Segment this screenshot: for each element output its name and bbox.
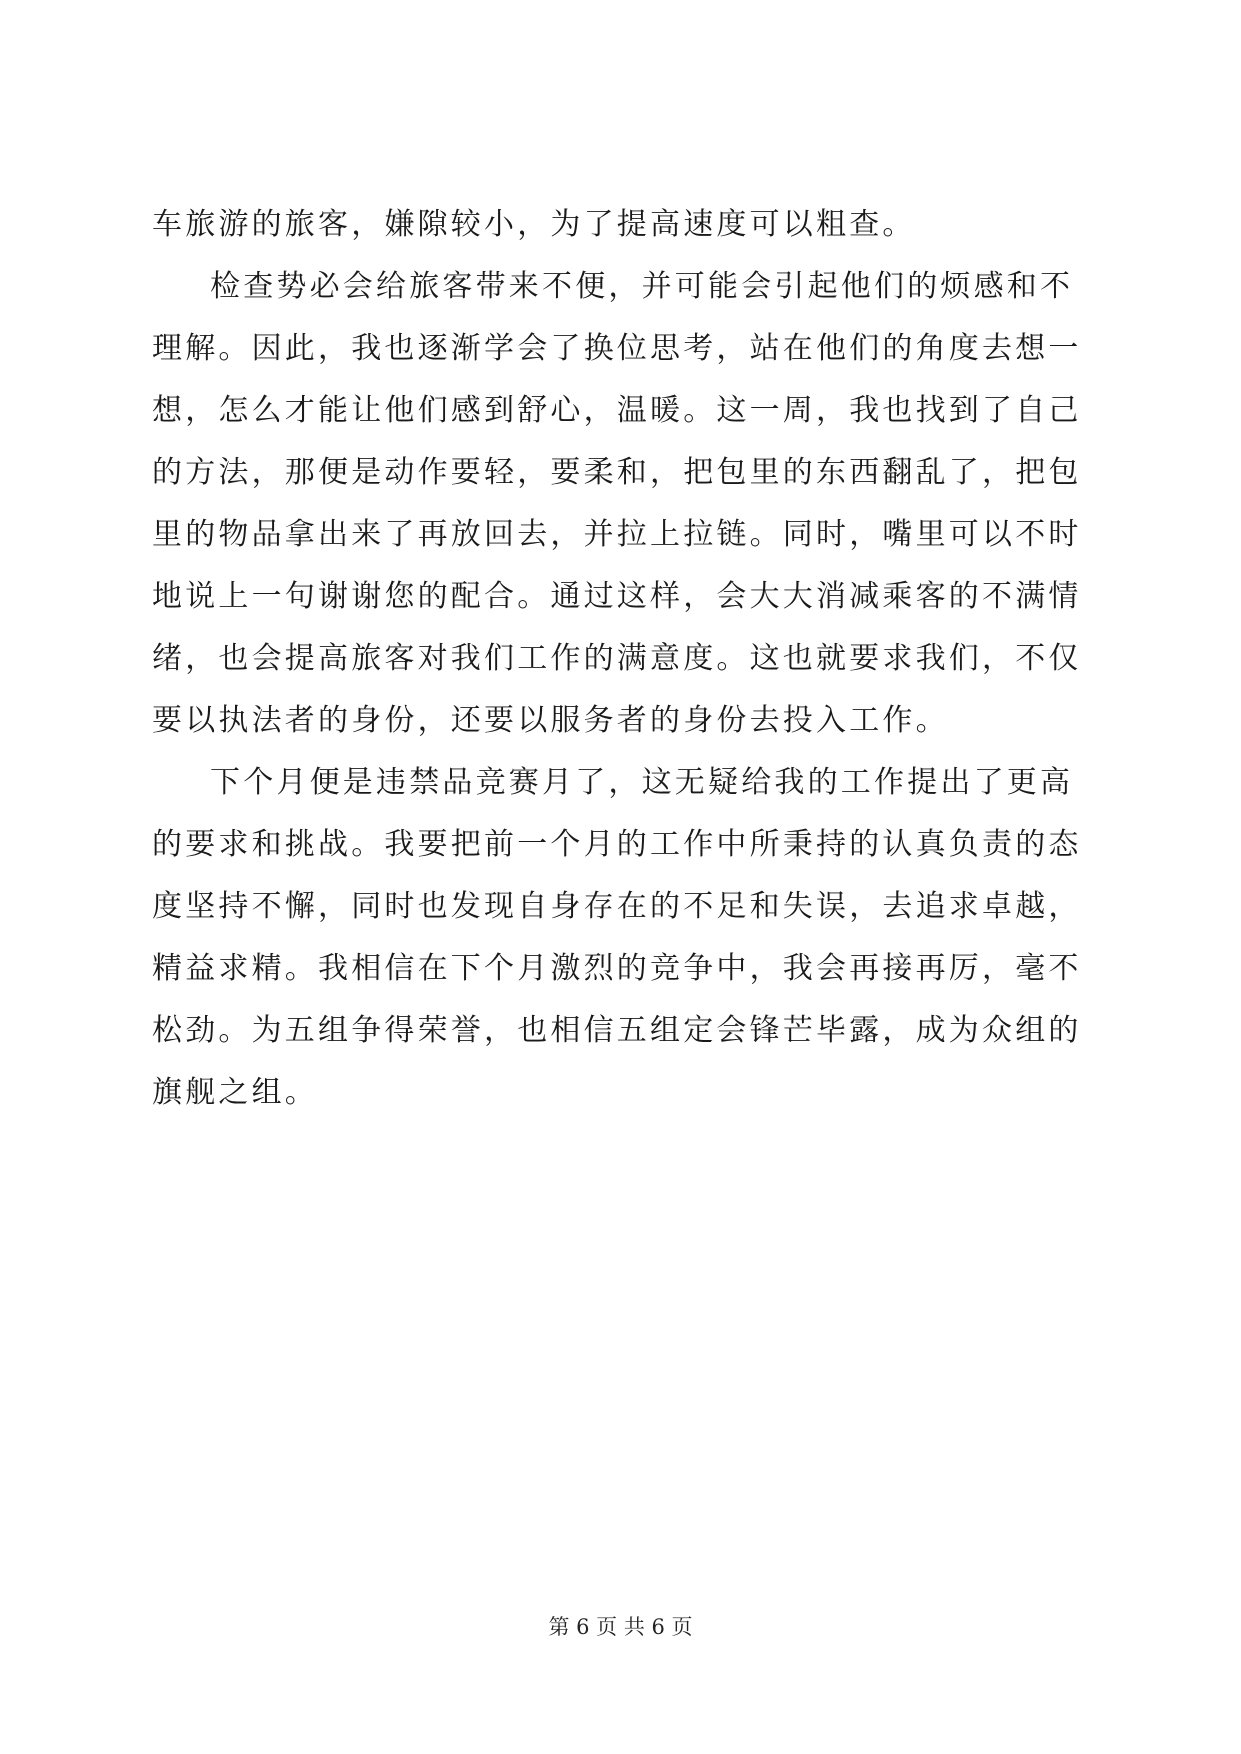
text-line: 要以执法者的身份，还要以服务者的身份去投入工作。 [152,703,949,738]
text-line: 车旅游的旅客，嫌隙较小，为了提高速度可以粗查。 [152,207,916,242]
paragraph-first-line: 检查势必会给旅客带来不便，并可能会引起他们的烦感和不 [210,269,1074,304]
text-line: 绪，也会提高旅客对我们工作的满意度。这也就要求我们，不仅 [152,641,1082,676]
text-line: 旗舰之组。 [152,1075,318,1110]
page-number-footer: 第 6 页 共 6 页 [548,1615,693,1639]
text-line: 想，怎么才能让他们感到舒心，温暖。这一周，我也找到了自己 [152,393,1082,428]
text-line: 度坚持不懈，同时也发现自身存在的不足和失误，去追求卓越， [152,889,1082,924]
text-line: 的方法，那便是动作要轻，要柔和，把包里的东西翻乱了，把包 [152,455,1082,490]
paragraph-first-line: 下个月便是违禁品竞赛月了，这无疑给我的工作提出了更高 [210,765,1074,800]
text-line: 的要求和挑战。我要把前一个月的工作中所秉持的认真负责的态 [152,827,1082,862]
text-line: 理解。因此，我也逐渐学会了换位思考，站在他们的角度去想一 [152,331,1082,366]
text-line: 松劲。为五组争得荣誉，也相信五组定会锋芒毕露，成为众组的 [152,1013,1082,1048]
text-line: 精益求精。我相信在下个月激烈的竞争中，我会再接再厉，毫不 [152,951,1082,986]
text-line: 地说上一句谢谢您的配合。通过这样，会大大消减乘客的不满情 [152,579,1082,614]
text-line: 里的物品拿出来了再放回去，并拉上拉链。同时，嘴里可以不时 [152,517,1082,552]
